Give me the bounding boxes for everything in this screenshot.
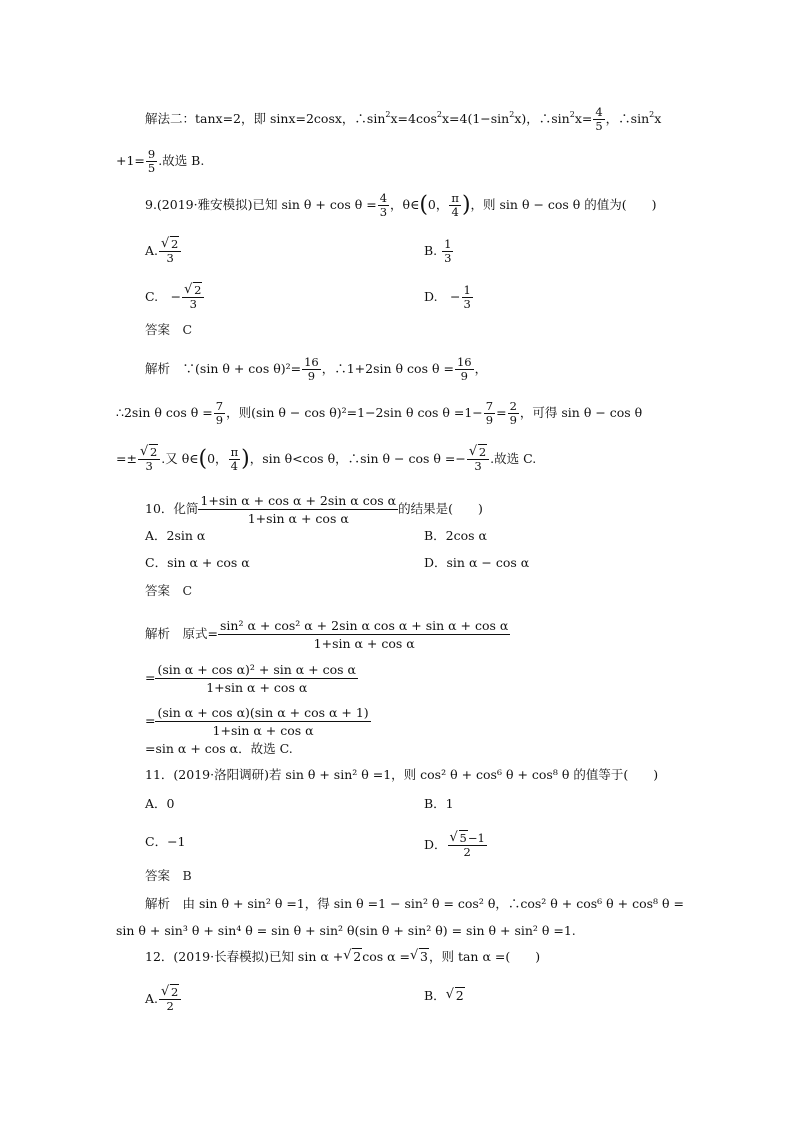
q9-answer: 答案 C [145,322,193,337]
q9-solution-line1: 解析 ∵(sin θ + cos θ)²= $\frac{16}{9}$ ，∴1+2sin θ cos θ = $\frac{16}{9}$ ， [145,355,488,383]
q10-option-b: B．2cos α [424,528,487,543]
q9-solution-line2: ∴2sin θ cos θ = $\frac{7}{9}$ ，则(sin θ − cos θ)²=1−2sin θ cos θ =1− $\frac{7}{9}$ = $\frac{2}{9}$ ，可得 sin θ − cos θ [116,399,643,427]
q11-option-b: B．1 [424,796,454,811]
q12-stem: 12．(2019·长春模拟)已知 sin α +√ 2cos α =√ 3，则 tan α =( ) [145,949,540,965]
q9-option-a: A. √ $\frac{2}{3}$ [145,238,182,265]
fraction: $\frac{4}{5}$ [595,105,603,133]
q11-solution-line2: sin θ + sin³ θ + sin⁴ θ = sin θ + sin² θ(sin θ + sin² θ) = sin θ + sin² θ =1. [116,923,576,938]
q11-option-a: A．0 [145,796,175,811]
q11-option-d: D． √ $\frac{5-1}{2}$ [424,832,488,859]
q10-option-c: C．sin α + cos α [145,555,250,570]
q11-stem: 11．(2019·洛阳调研)若 sin θ + sin² θ =1，则 cos² θ + cos⁶ θ + cos⁸ θ 的值等于( ) [145,767,659,782]
q10-option-a: A．2sin α [145,528,206,543]
q11-option-c: C．−1 [145,834,186,849]
fraction: $\frac{9}{5}$ [147,147,156,175]
q9-option-b: B. $\frac{1}{3}$ [424,237,452,265]
q11-solution-line1: 解析 由 sin θ + sin² θ =1，得 sin θ =1 − sin² θ = cos² θ，∴cos² θ + cos⁶ θ + cos⁸ θ = [145,896,685,911]
q9-stem: 9.(2019·雅安模拟)已知 sin θ + cos θ = $\frac{4}{3}$ ，θ∈(0， $\frac{\pi}{4}$ )，则 sin θ − cos θ 的值为( ) [145,191,657,219]
q10-option-d: D．sin α − cos α [424,555,530,570]
q11-answer: 答案 B [145,868,192,883]
q10-solution-line3: = $\frac{\text{(sin α + cos α)(sin α + cos α + 1)}}{\text{1+sin α + cos α}}$ [145,705,369,738]
q12-option-b: B．√ 2 [424,988,465,1004]
q10-solution-line2: = $\frac{\text{(sin α + cos α)² + sin α + cos α}}{\text{1+sin α + cos α}}$ [145,662,356,695]
q10-solution-line4: =sin α + cos α．故选 C. [145,741,293,756]
q10-stem: 10．化简 $\frac{\text{1+sin α + cos α + 2sin α cos α}}{\text{1+sin α + cos α}}$ 的结果是( ) [145,493,483,526]
q9-option-d: D. − $\frac{1}{3}$ [424,283,471,311]
q10-answer: 答案 C [145,583,193,598]
q10-solution-line1: 解析 原式= $\frac{\text{sin² α + cos² α + 2sin α cos α + sin α + cos α}}{\text{1+sin α + cos α}}$ [145,618,509,651]
q9-option-c: C. − √ $\frac{2}{3}$ [145,284,205,311]
q9-solution-line3: =± √ $\frac{2}{3}$ .又 θ∈(0， $\frac{\pi}{4}$ )，sin θ<cos θ，∴sin θ − cos θ =− √ $\frac{2}{3}$ .故选 C. [116,446,536,473]
method2-line2: +1= $\frac{9}{5}$ .故选 B. [116,147,205,175]
method2-line1: 解法二：tanx=2，即 sinx=2cosx，$\therefore\sin^2x=4\cos^2x=4(1-\sin^2x)$，$\therefore\sin^2x=$ $\frac{4}{5}$ ，$\therefore\sin^2x$ [145,105,662,133]
q12-option-a: A. √ $\frac{2}{2}$ [145,986,182,1013]
